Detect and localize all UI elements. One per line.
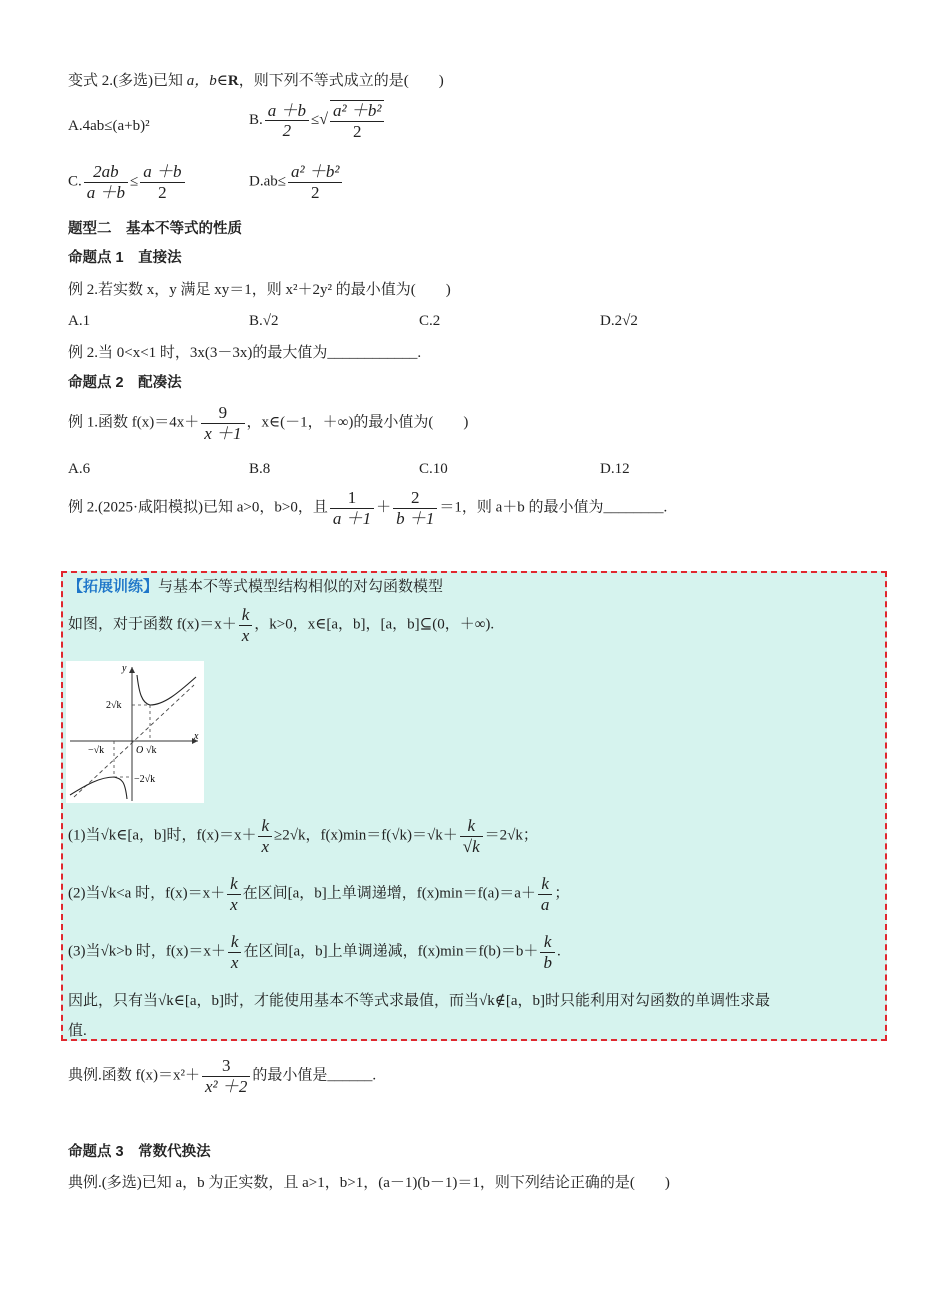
graph-label-pos-y: 2√k [106,700,122,711]
typical1-stem: 典例.函数 f(x)＝x²＋ $\frac{3}{\text{x² ＋2}}$ 的最小值是______. [68,1056,377,1096]
ex2a-option-a[interactable]: A.1 [68,313,91,329]
extension-conclusion-1: 因此，只有当√k∈[a，b]时，才能使用基本不等式求最值，而当√k∉[a，b]时只能利用对勾函数的单调性求最 [68,993,770,1009]
ex1-option-b[interactable]: B.8 [249,461,271,477]
variant2-stem: 变式 2.(多选)已知 a，b∈R，则下列不等式成立的是( ) [68,73,444,89]
variant2-option-d[interactable]: D.ab≤ $\frac{\text{a² ＋b²}}{2}$ [249,162,344,202]
variant2-option-a[interactable]: A.4ab≤(a+b)² [68,118,150,134]
ex1-stem: 例 1.函数 f(x)＝4x＋ $\frac{9}{x +1}$ ，x∈(－1，＋∞)的最小值为( ) [68,403,469,443]
ex2a-option-d[interactable]: D.2√2 [600,313,638,329]
extension-intro: 如图，对于函数 f(x)＝x＋ $\frac{k}{x}$ ，k>0，x∈[a，b]，[a，b]⊆(0，＋∞). [68,605,495,645]
ex1-option-d[interactable]: D.12 [600,461,630,477]
ex2a-option-c[interactable]: C.2 [419,313,441,329]
ex2c-stem: 例 2.(2025·咸阳模拟)已知 a>0，b>0，且 $\frac{1}{a +1}$ ＋ $\frac{2}{b +1}$ ＝1，则 a＋b 的最小值为________. [68,488,668,528]
graph-label-y: y [122,663,127,674]
ex2b-stem: 例 2.当 0<x<1 时，3x(3－3x)的最大值为____________. [68,345,422,361]
ex2a-option-b[interactable]: B.√2 [249,313,279,329]
section2-title: 题型二 基本不等式的性质 [68,221,242,237]
ex1-option-a[interactable]: A.6 [68,461,91,477]
hook-function-graph [66,661,204,803]
extension-item-1: (1)当√k∈[a，b]时，f(x)＝x＋ $\frac{k}{x}$ ≥2√k，f(x)min＝f(√k)＝√k＋ $\frac{k}{√k}$ ＝2√k； [68,816,538,856]
extension-heading: 【拓展训练】与基本不等式模型结构相似的对勾函数模型 [68,578,444,595]
graph-label-neg-y: −2√k [134,774,156,785]
typical2-stem: 典例.(多选)已知 a，b 为正实数，且 a>1，b>1，(a－1)(b－1)＝1，则下列结论正确的是( ) [68,1175,670,1191]
graph-label-x: x [194,731,199,742]
graph-svg [66,661,204,803]
graph-label-pos-x: √k [146,745,157,756]
extension-tag: 【拓展训练】 [68,578,159,595]
extension-conclusion-2: 值. [68,1023,87,1039]
point3-title: 命题点 3 常数代换法 [68,1144,211,1160]
graph-label-neg-x: −√k [88,745,105,756]
point1-title: 命题点 1 直接法 [68,250,182,266]
ex1-option-c[interactable]: C.10 [419,461,448,477]
variant2-option-c[interactable]: C. $\frac{2ab}{a +b}$ ≤ $\frac{a +b}{2}$ [68,162,187,202]
ex2a-stem: 例 2.若实数 x，y 满足 xy＝1，则 x²＋2y² 的最小值为( ) [68,282,451,298]
extension-item-2: (2)当√k<a 时，f(x)＝x＋ $\frac{k}{x}$ 在区间[a，b]上单调递增，f(x)min＝f(a)＝a＋ $\frac{k}{a}$ ； [68,874,570,914]
point2-title: 命题点 2 配凑法 [68,375,182,391]
variant2-option-b[interactable]: B. $\frac{a +b}{2}$ ≤√ $\frac{\text{a² ＋b²}}{2}$ [249,100,386,141]
graph-label-origin: O [136,745,144,756]
extension-item-3: (3)当√k>b 时，f(x)＝x＋ $\frac{k}{x}$ 在区间[a，b]上单调递减，f(x)min＝f(b)＝b＋ $\frac{k}{b}$ . [68,932,561,972]
